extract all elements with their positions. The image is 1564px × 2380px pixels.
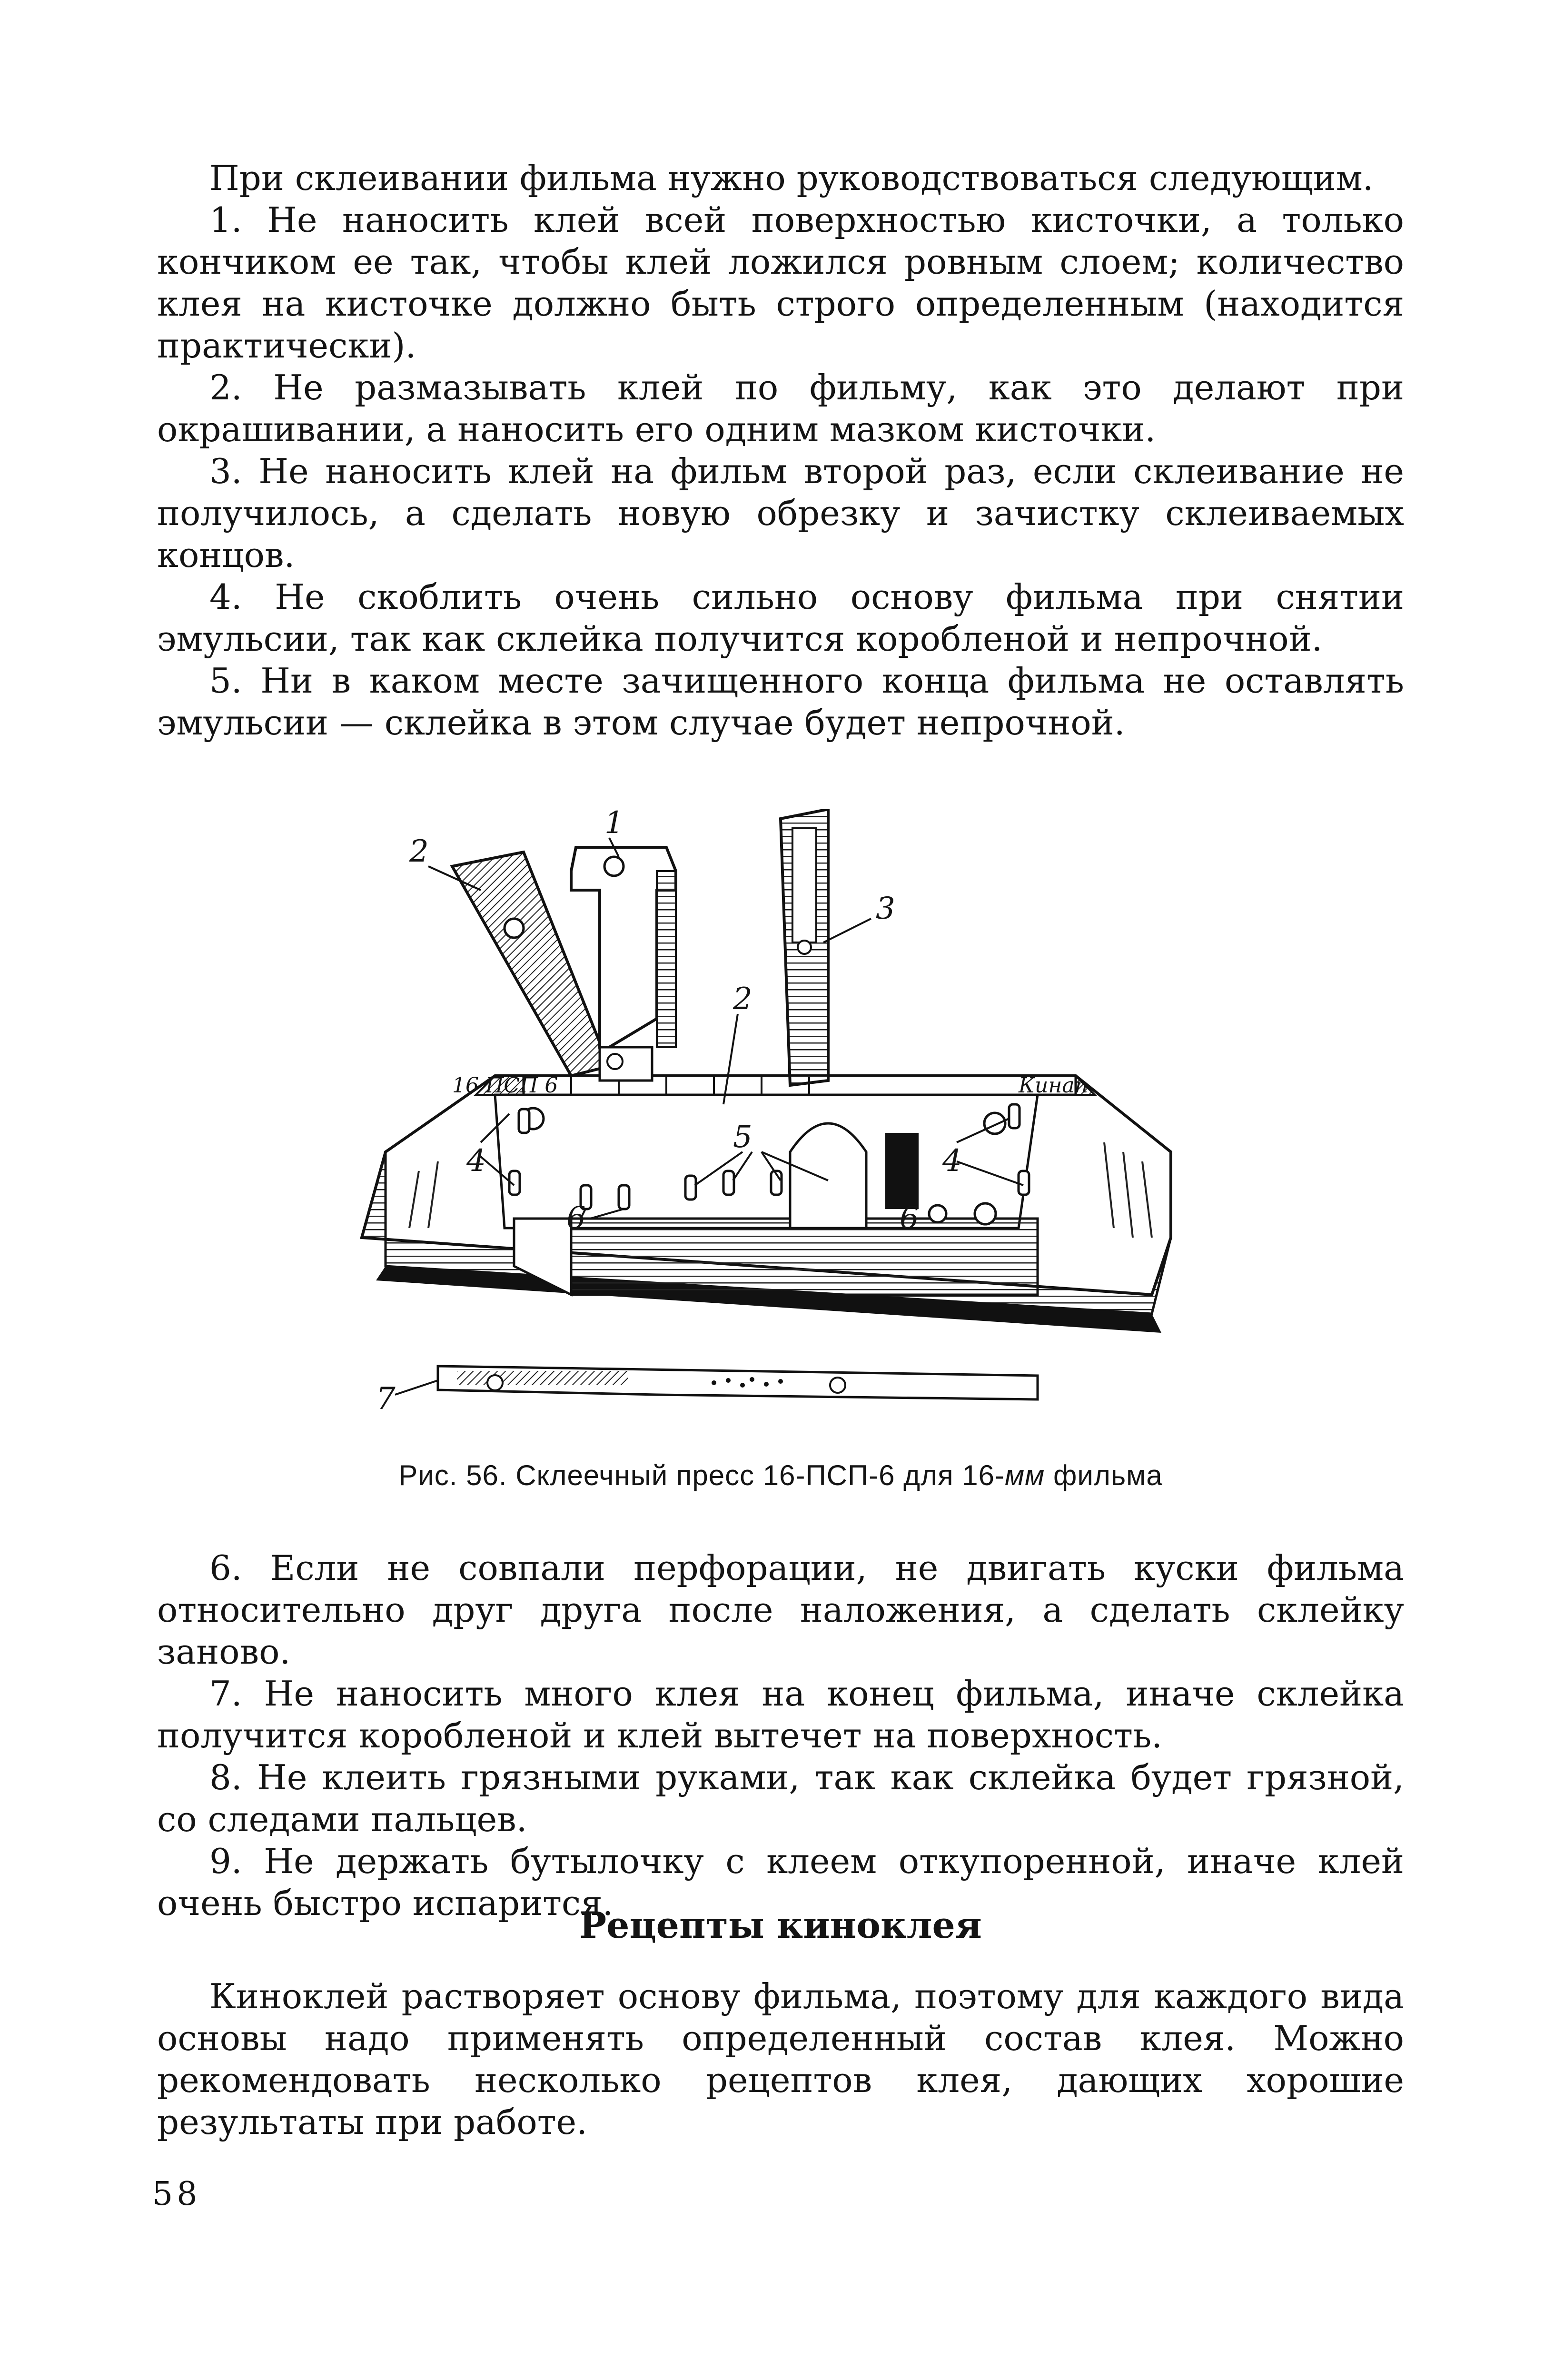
figure-label: 7 <box>376 1381 396 1417</box>
list-item: 6. Если не совпали перфорации, не двигать куски фильма относительно друг друга после наложения, а сделать склейку заново. <box>157 1548 1404 1672</box>
film-strip <box>438 1366 1038 1399</box>
figure-label: 6 <box>566 1200 586 1236</box>
list-item: 1. Не наносить клей всей поверхностью кисточки, а только кончиком ее так, чтобы клей ложился ровным слоем; количество клея на кисточке должно быть строго определенным (находится практически). <box>157 200 1404 366</box>
text-block-bottom <box>157 1547 1404 1924</box>
figure-label: 2 <box>733 982 752 1017</box>
figure-label: 2 <box>409 834 429 869</box>
paragraph: При склеивании фильма нужно руководствоваться следующим. <box>209 158 1374 198</box>
figure-caption <box>157 1457 1404 1495</box>
caption-suffix: фильма <box>1045 1459 1163 1491</box>
figure-label: 6 <box>900 1200 919 1236</box>
list-item: 7. Не наносить много клея на конец фильма, иначе склейка получится коробленой и клей вытечет на поверхность. <box>157 1674 1404 1755</box>
list-item: 4. Не скоблить очень сильно основу фильма при снятии эмульсии, так как склейка получится коробленой и непрочной. <box>157 577 1404 659</box>
paragraph: Киноклей растворяет основу фильма, поэтому для каждого вида основы надо применять определенный состав клея. Можно рекомендовать несколько рецептов клея, дающих хорошие результаты при работе. <box>157 1976 1404 2142</box>
caption-prefix: Рис. 56. Склеечный пресс 16-ПСП-6 для 16- <box>398 1459 1005 1491</box>
list-item: 5. Ни в каком месте зачищенного конца фильма не оставлять эмульсии — склейка в этом случае будет непрочной. <box>157 661 1404 743</box>
text-block-top <box>157 157 1404 744</box>
page-number: 58 <box>152 2175 201 2213</box>
press-knife-upright <box>781 809 828 1085</box>
figure-label: 1 <box>604 809 624 841</box>
splicing-press-figure <box>324 809 1237 1447</box>
press-plates <box>495 1095 1038 1295</box>
list-item: 9. Не держать бутылочку с клеем откупоренной, иначе клей очень быстро испарится. <box>157 1841 1404 1923</box>
plate-marking-left: 16 ПСП 6 <box>452 1073 558 1098</box>
figure-label: 3 <box>876 891 895 926</box>
text-block-end <box>157 1975 1404 2143</box>
figure-label: 4 <box>466 1143 486 1179</box>
figure-label: 4 <box>942 1143 962 1179</box>
section-title: Рецепты киноклея <box>579 1904 982 1946</box>
list-item: 8. Не клеить грязными руками, так как склейка будет грязной, со следами пальцев. <box>157 1757 1404 1839</box>
list-item: 2. Не размазывать клей по фильму, как это делают при окрашивании, а наносить его одним мазком кисточки. <box>157 367 1404 449</box>
caption-unit: мм <box>1005 1459 1045 1491</box>
list-item: 3. Не наносить клей на фильм второй раз, если склеивание не получилось, а сделать новую обрезку и зачистку склеиваемых концов. <box>157 451 1404 575</box>
plate-marking-right: Кинап <box>1019 1073 1088 1098</box>
splicing-press-illustration <box>324 809 1237 1447</box>
figure-label: 5 <box>733 1120 752 1155</box>
